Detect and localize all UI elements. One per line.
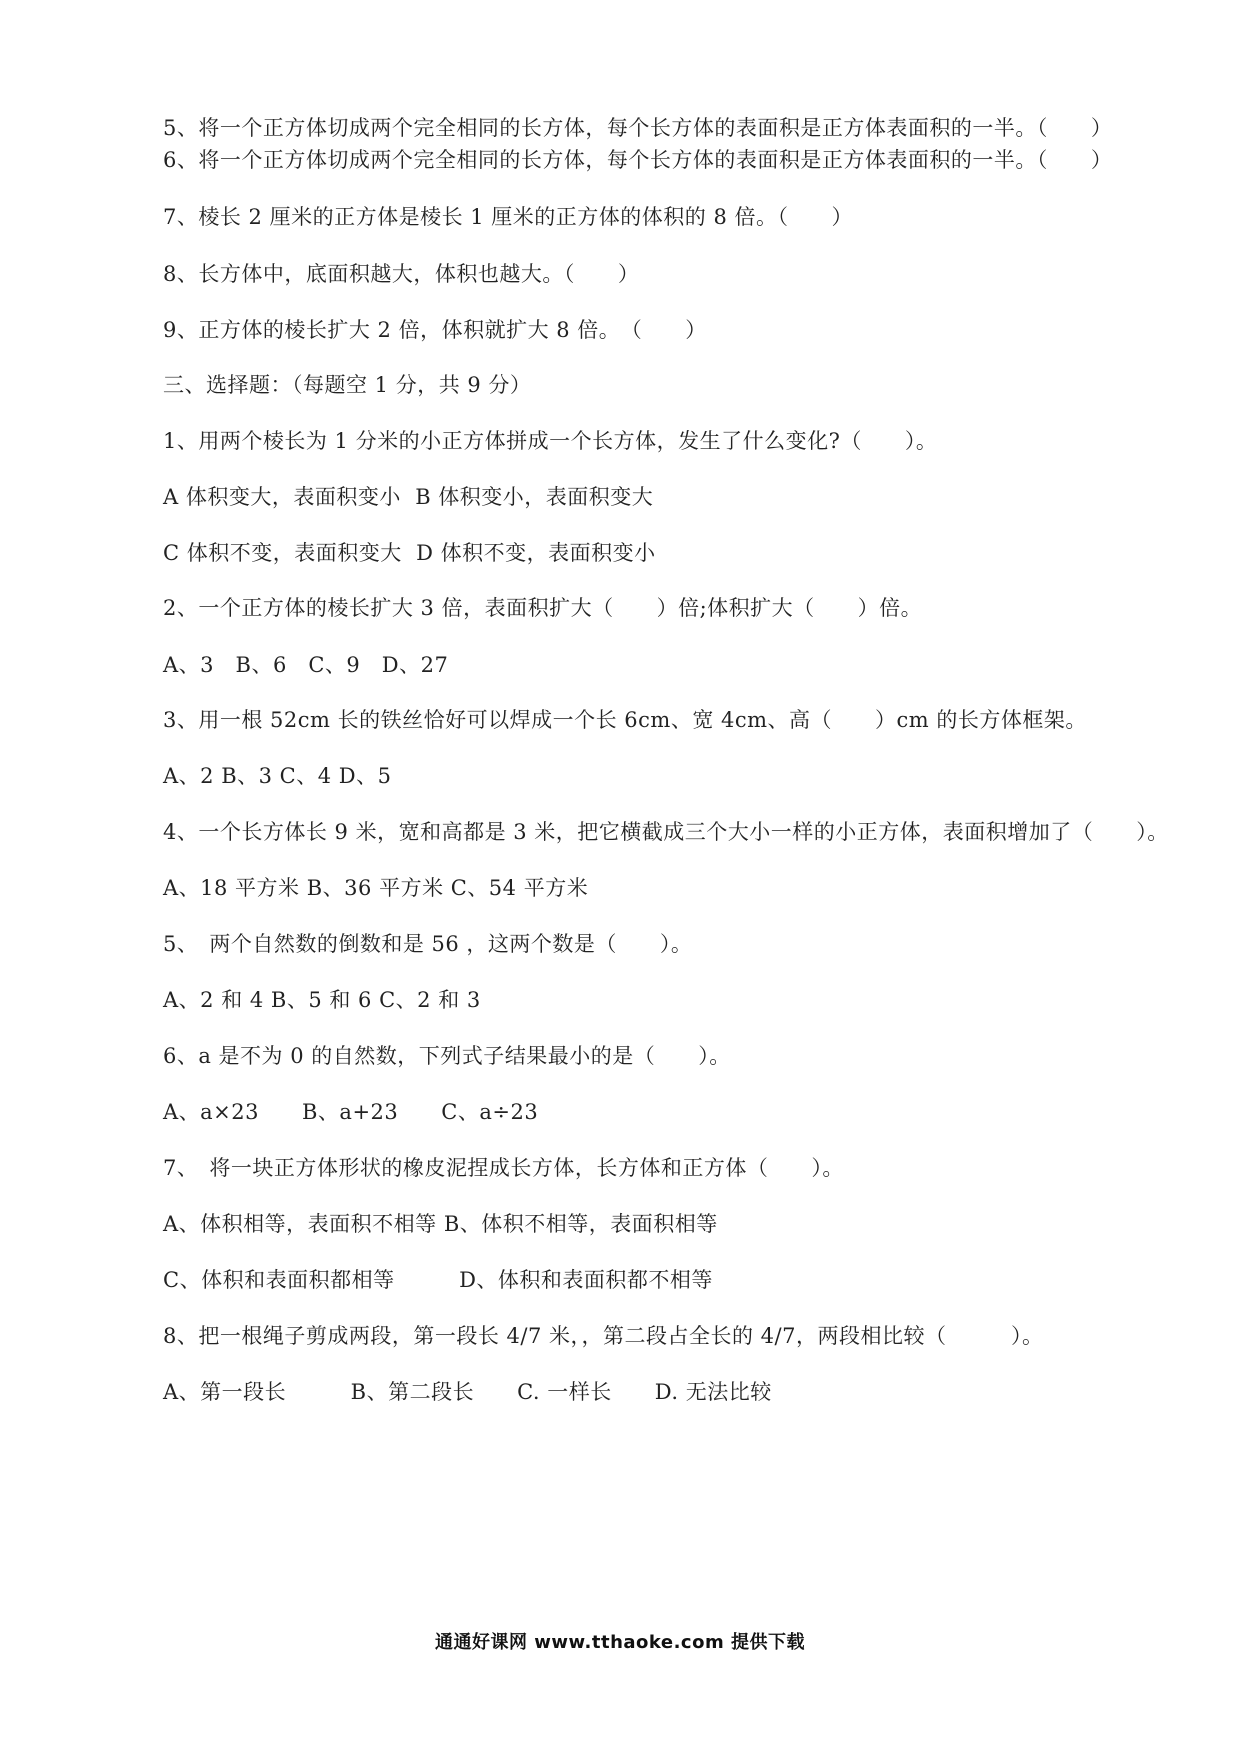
choice-options-7-ab: A、体积相等，表面积不相等 B、体积不相等，表面积相等	[163, 1212, 718, 1236]
page-footer: 通通好课网 www.tthaoke.com 提供下载	[435, 1632, 805, 1653]
judgment-question-6: 6、将一个正方体切成两个完全相同的长方体，每个长方体的表面积是正方体表面积的一半。（ ）	[163, 148, 1113, 172]
choice-options-1-cd: C 体积不变，表面积变大 D 体积不变，表面积变小	[163, 541, 656, 565]
judgment-question-8: 8、长方体中，底面积越大，体积也越大。（ ）	[163, 262, 640, 286]
choice-question-3: 3、用一根 52cm 长的铁丝恰好可以焊成一个长 6cm、宽 4cm、高（ ）cm 的长方体框架。	[163, 708, 1087, 732]
judgment-question-5: 5、将一个正方体切成两个完全相同的长方体，每个长方体的表面积是正方体表面积的一半。（ ）	[163, 116, 1113, 140]
judgment-question-7: 7、棱长 2 厘米的正方体是棱长 1 厘米的正方体的体积的 8 倍。（ ）	[163, 205, 853, 229]
choice-question-2: 2、一个正方体的棱长扩大 3 倍，表面积扩大（ ）倍;体积扩大（ ）倍。	[163, 596, 923, 620]
choice-question-7: 7、 将一块正方体形状的橡皮泥捏成长方体，长方体和正方体（ ）。	[163, 1156, 844, 1180]
choice-options-6: A、a×23 B、a+23 C、a÷23	[163, 1100, 539, 1124]
choice-options-5: A、2 和 4 B、5 和 6 C、2 和 3	[163, 988, 481, 1012]
choice-question-6: 6、a 是不为 0 的自然数，下列式子结果最小的是（ ）。	[163, 1044, 731, 1068]
judgment-question-9: 9、正方体的棱长扩大 2 倍，体积就扩大 8 倍。 （ ）	[163, 318, 707, 342]
choice-question-8: 8、把一根绳子剪成两段，第一段长 4/7 米，，第二段占全长的 4/7，两段相比较（ ）。	[163, 1324, 1044, 1348]
section-title-choice: 三、选择题：（每题空 1 分，共 9 分）	[163, 373, 532, 397]
choice-question-5: 5、 两个自然数的倒数和是 56 ，这两个数是（ ）。	[163, 932, 693, 956]
choice-options-4: A、18 平方米 B、36 平方米 C、54 平方米	[163, 876, 589, 900]
choice-question-1: 1、用两个棱长为 1 分米的小正方体拼成一个长方体，发生了什么变化?（ ）。	[163, 429, 938, 453]
choice-options-3: A、2 B、3 C、4 D、5	[163, 764, 392, 788]
choice-options-1-ab: A 体积变大，表面积变小 B 体积变小，表面积变大	[163, 485, 654, 509]
choice-options-7-cd: C、体积和表面积都相等 D、体积和表面积都不相等	[163, 1268, 713, 1292]
choice-question-4: 4、一个长方体长 9 米，宽和高都是 3 米，把它横截成三个大小一样的小正方体，表面积增加了（ ）。	[163, 820, 1169, 844]
choice-options-8: A、第一段长 B、第二段长 C. 一样长 D. 无法比较	[163, 1380, 772, 1404]
choice-options-2: A、3 B、6 C、9 D、27	[163, 653, 449, 677]
